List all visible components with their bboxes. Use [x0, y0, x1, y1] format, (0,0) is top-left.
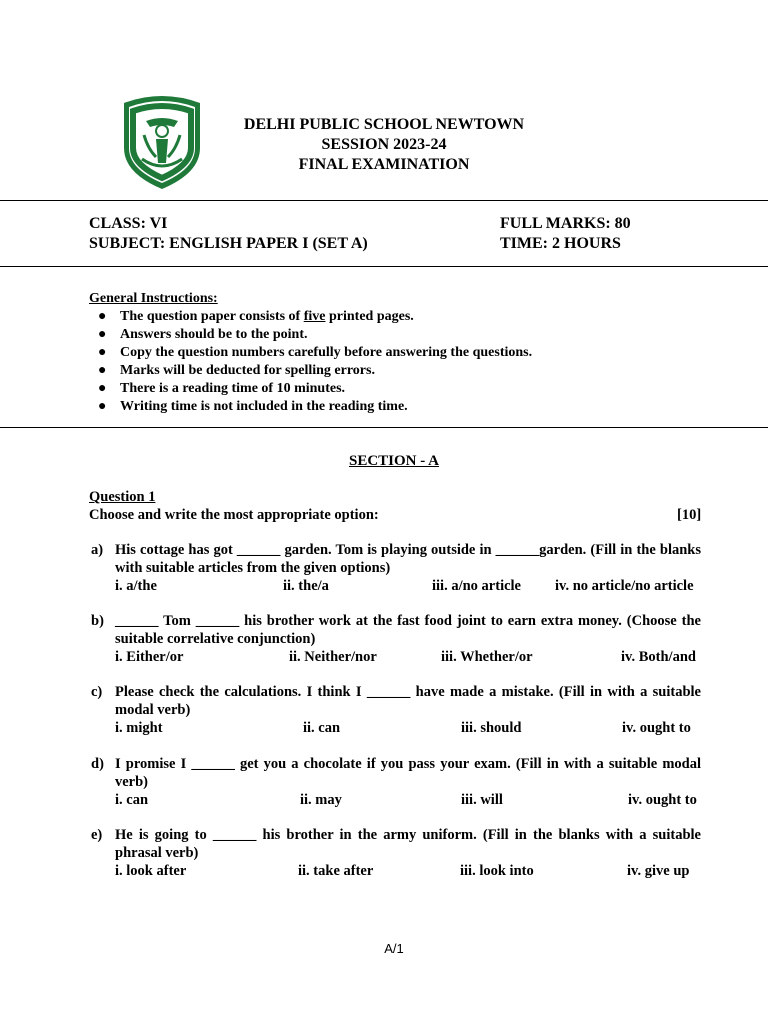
page-number: A/1	[384, 941, 404, 956]
option: iv. give up	[627, 863, 690, 879]
option: iii. look into	[460, 863, 534, 879]
section-title: SECTION - A	[348, 453, 440, 469]
instruction-item	[98, 326, 532, 344]
option: ii. Neither/nor	[289, 649, 377, 665]
bullet-icon: ●	[98, 327, 107, 342]
option: ii. can	[303, 720, 341, 736]
instruction-emphasis: five	[303, 309, 326, 324]
part-label: c)	[91, 684, 103, 700]
time-label: TIME: 2 HOURS	[500, 235, 621, 252]
bullet-icon: ●	[98, 363, 107, 378]
school-name: DELHI PUBLIC SCHOOL NEWTOWN	[243, 116, 525, 133]
part-text: ______ Tom ______ his brother work at the fast food joint to earn extra money. (Choose the suitable correlative conjunction)	[115, 613, 701, 647]
question-title: Question 1	[89, 489, 156, 505]
option: iv. ought to	[628, 792, 697, 808]
option: i. look after	[115, 863, 187, 879]
part-text: His cottage has got ______ garden. Tom is playing outside in ______garden. (Fill in the blanks with suitable articles from the given options)	[115, 542, 701, 576]
instruction-text: Marks will be deducted for spelling errors.	[120, 363, 375, 378]
exam-title: FINAL EXAMINATION	[298, 156, 470, 173]
instruction-text: The question paper consists of	[120, 309, 304, 324]
instructions-title: General Instructions:	[89, 291, 218, 306]
option: i. Either/or	[115, 649, 184, 665]
class-label: CLASS: VI	[89, 215, 168, 232]
option: i. can	[115, 792, 149, 808]
instructions-list	[98, 308, 532, 416]
instruction-text: printed pages.	[325, 309, 414, 324]
option: i. might	[115, 720, 163, 736]
part-label: b)	[91, 613, 104, 629]
instruction-text: There is a reading time of 10 minutes.	[120, 381, 346, 396]
divider-instructions	[0, 427, 768, 428]
full-marks-label: FULL MARKS: 80	[500, 215, 631, 232]
instruction-item	[98, 308, 532, 326]
option: i. a/the	[115, 578, 157, 594]
bullet-icon: ●	[98, 345, 107, 360]
instruction-text: Writing time is not included in the reading time.	[120, 399, 408, 414]
divider-meta	[0, 266, 768, 267]
option: iii. will	[461, 792, 503, 808]
option: ii. the/a	[283, 578, 329, 594]
instruction-text: Answers should be to the point.	[120, 327, 308, 342]
part-label: d)	[91, 756, 104, 772]
subject-label: SUBJECT: ENGLISH PAPER I (SET A)	[89, 235, 368, 252]
part-label: a)	[91, 542, 104, 558]
instruction-text: Copy the question numbers carefully before answering the questions.	[120, 345, 533, 360]
instruction-item	[98, 380, 532, 398]
option: iv. no article/no article	[555, 578, 694, 594]
option: iii. Whether/or	[441, 649, 533, 665]
part-text: Please check the calculations. I think I ______ have made a mistake. (Fill in with a suitable modal verb)	[115, 684, 701, 718]
option: ii. may	[300, 792, 342, 808]
question-prompt: Choose and write the most appropriate option:	[89, 507, 379, 523]
part-label: e)	[91, 827, 103, 843]
instruction-item	[98, 398, 532, 416]
bullet-icon: ●	[98, 399, 107, 414]
session-title: SESSION 2023-24	[321, 136, 447, 153]
option: iv. Both/and	[621, 649, 696, 665]
instruction-item	[98, 362, 532, 380]
option: ii. take after	[298, 863, 374, 879]
bullet-icon: ●	[98, 381, 107, 396]
part-text: He is going to ______ his brother in the army uniform. (Fill in the blanks with a suitable phrasal verb)	[115, 827, 701, 861]
question-marks: [10]	[677, 507, 702, 523]
option: iv. ought to	[622, 720, 691, 736]
part-text: I promise I ______ get you a chocolate if you pass your exam. (Fill in with a suitable modal verb)	[115, 756, 701, 790]
option: iii. a/no article	[432, 578, 521, 594]
option: iii. should	[461, 720, 522, 736]
bullet-icon: ●	[98, 309, 107, 324]
instruction-item	[98, 344, 532, 362]
divider-top	[0, 200, 768, 201]
